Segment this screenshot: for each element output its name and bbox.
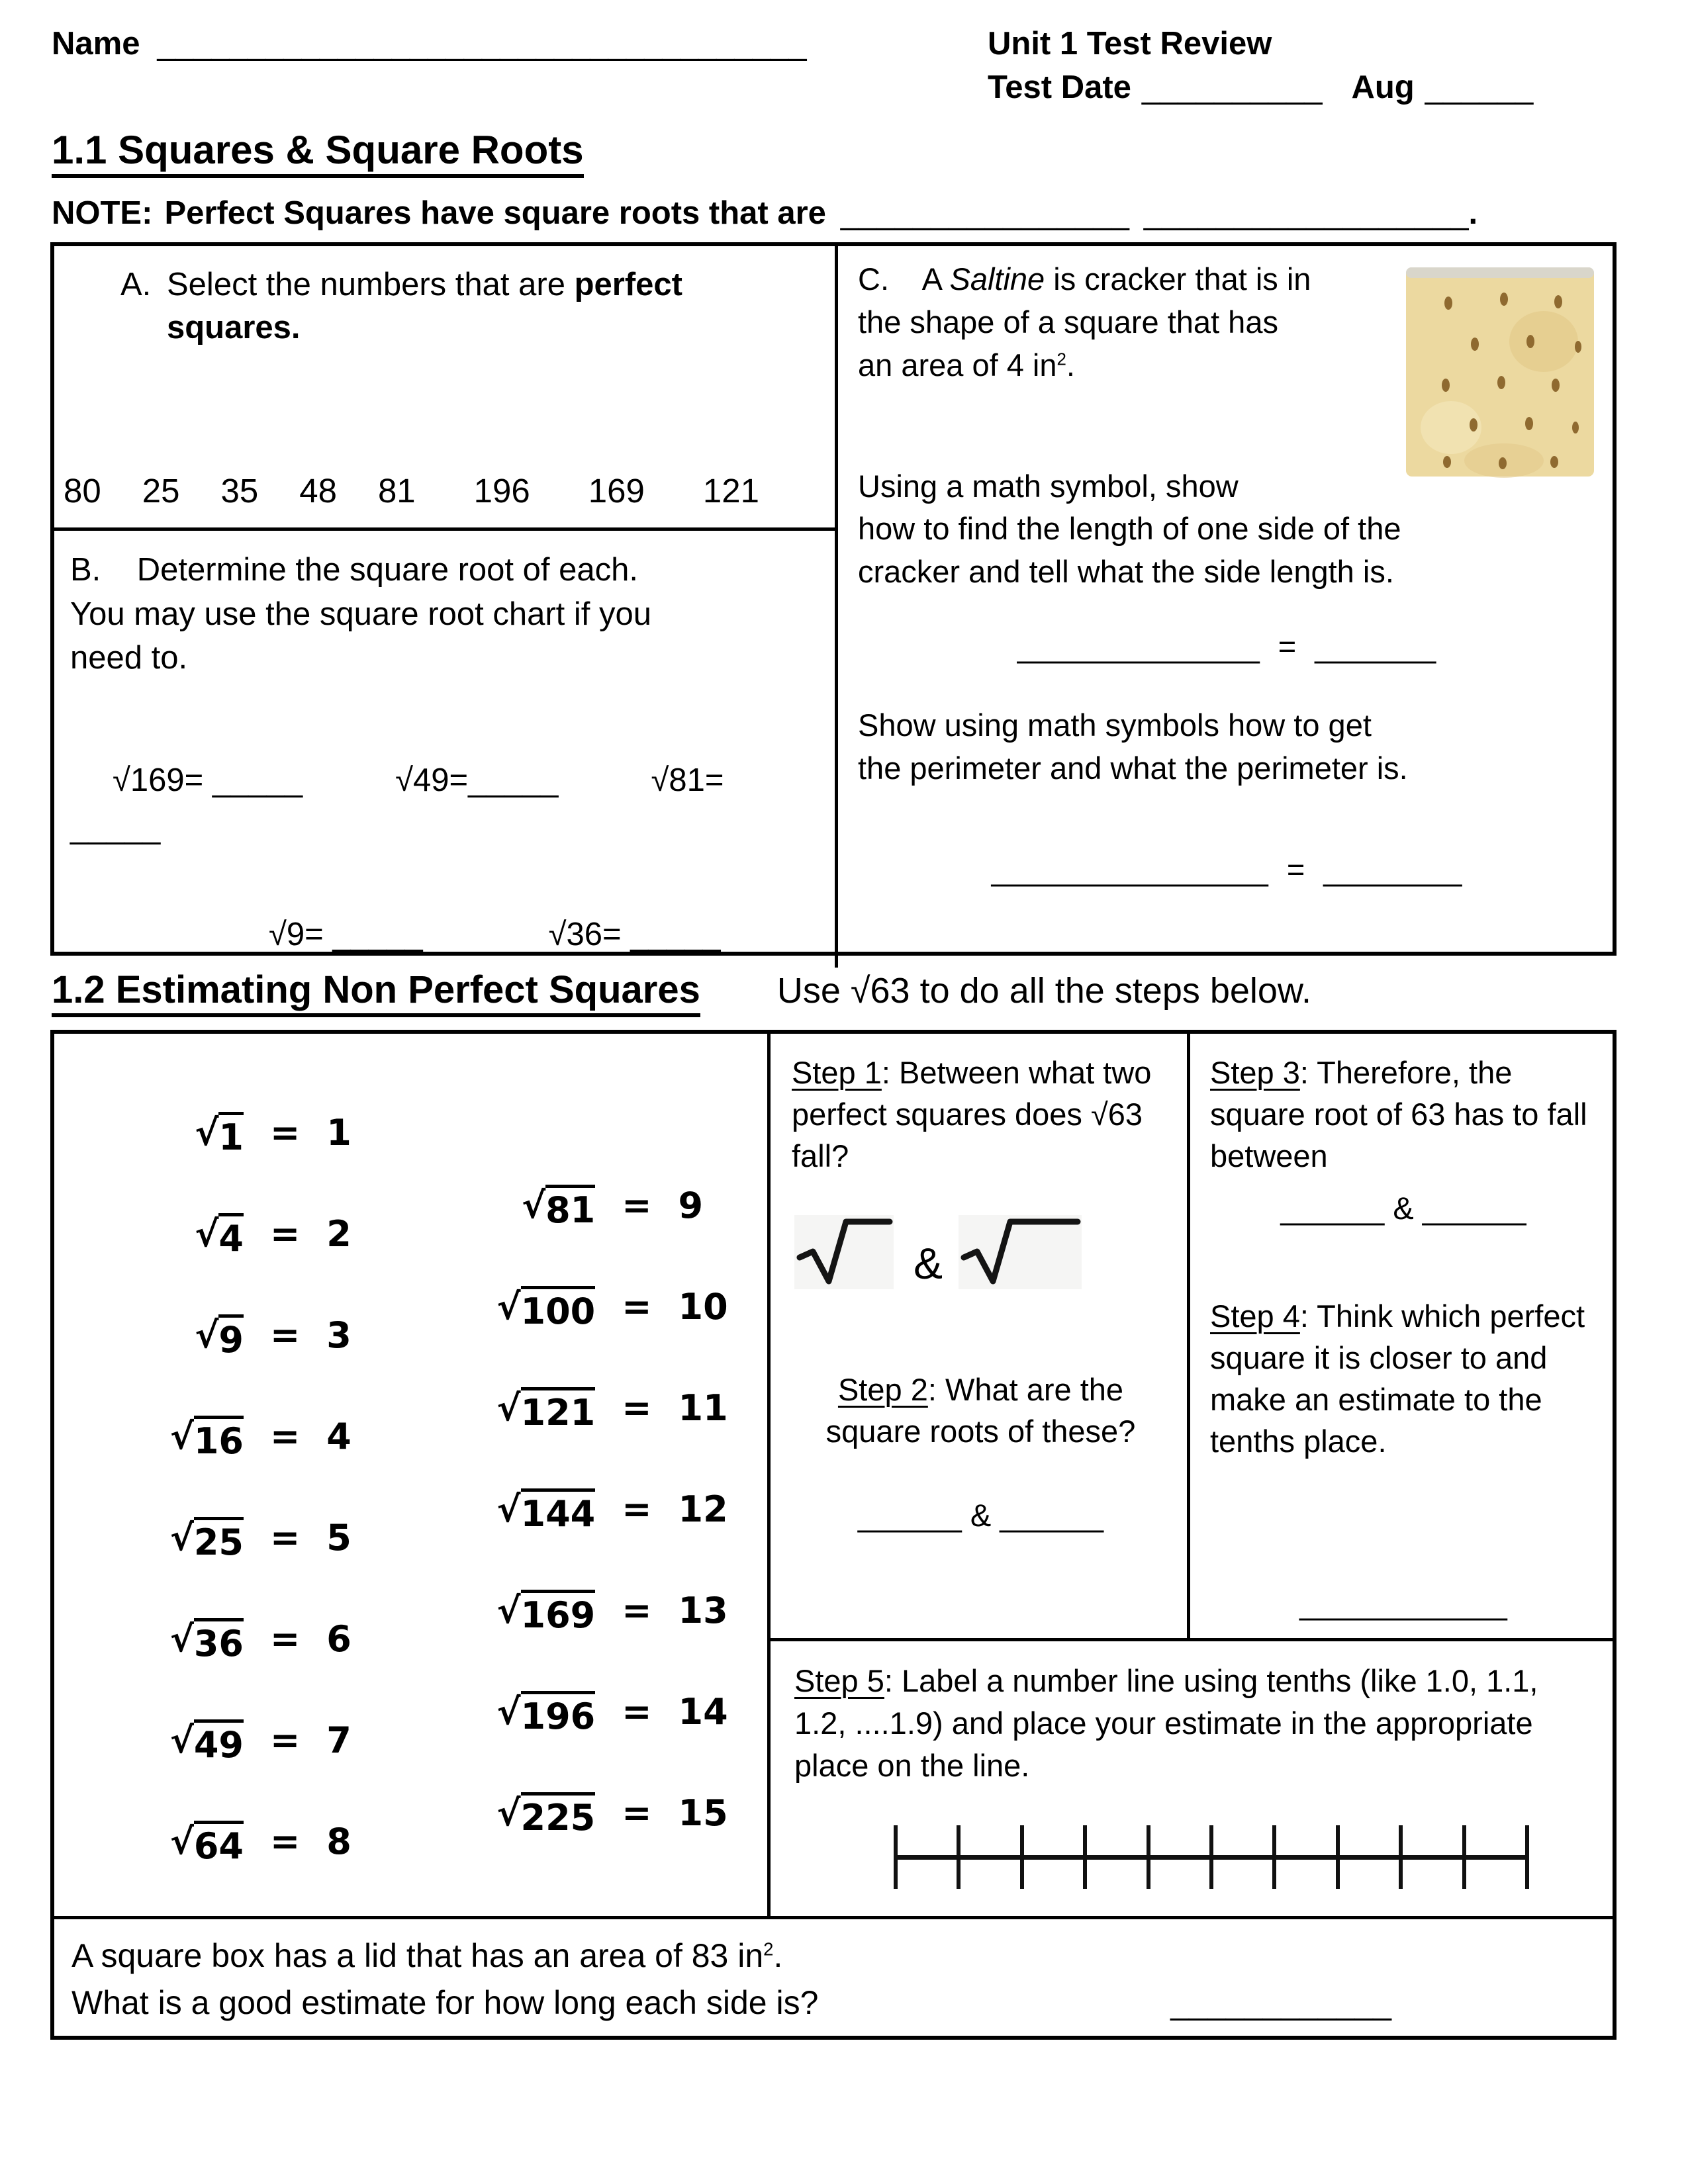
section-1-1-title: 1.1 Squares & Square Roots (52, 127, 584, 178)
sqrt-value: 14 (678, 1691, 728, 1733)
sqrt-expression (428, 1691, 595, 1737)
step-5-paragraph (794, 1660, 1542, 1787)
sqrt-expression (428, 1286, 595, 1332)
ampersand: & (970, 1498, 992, 1533)
problem-c-sentence: A (921, 261, 950, 296)
problem-b-text: Determine the square root of each. You may use the square root chart if you need to. (70, 552, 651, 676)
equals-sign: = (270, 1821, 301, 1862)
radical-sign: √ (169, 1719, 194, 1761)
saltine-cracker-image (1405, 262, 1595, 478)
number-choice: 25 (142, 471, 180, 510)
answer-blank: ____________ (1170, 1984, 1391, 2021)
step-5-label: Step 5 (794, 1663, 884, 1698)
problem-c-sentence-rest: is cracker that is in the shape of a square that has an area of 4 in (858, 261, 1311, 383)
problem-b-cell (54, 531, 838, 968)
sqrt-value: 12 (678, 1488, 728, 1530)
sqrt-problem (395, 758, 558, 803)
chart-row (428, 1590, 737, 1636)
bottom-question-text2: What is a good estimate for how long each side is? (71, 1984, 819, 2021)
radicand: 36 (194, 1618, 244, 1664)
chart-row (118, 1719, 386, 1766)
note-label: NOTE: (52, 195, 153, 231)
problem-c-text (858, 258, 1321, 387)
answer-blank: ______ (1280, 1190, 1385, 1226)
answer-blank: ______________ (1017, 629, 1260, 664)
sqrt-expression (428, 1792, 595, 1839)
chart-column-1 (118, 1112, 386, 1916)
problem-a-text-bold: perfect squares. (167, 267, 682, 345)
radicand: 16 (194, 1416, 244, 1462)
chart-row (428, 1488, 737, 1535)
chart-row (118, 1618, 386, 1664)
step-4-text: : Think which perfect square it is closer to and make an estimate to the tenths place. (1210, 1298, 1585, 1459)
radical-sign: √ (169, 1416, 194, 1457)
radicand: 196 (521, 1691, 596, 1737)
squared-superscript: 2 (1056, 350, 1066, 369)
radicand: 4 (218, 1213, 244, 1259)
number-line-tick (1209, 1825, 1213, 1889)
radical-sign: √ (496, 1286, 521, 1328)
ampersand: & (1393, 1190, 1414, 1226)
equals-sign: = (270, 1213, 301, 1255)
radical-icon (794, 1215, 894, 1289)
step-2-label: Step 2 (837, 1372, 928, 1408)
name-label: Name (52, 26, 140, 62)
bottom-question-line2 (71, 1979, 1590, 2026)
chart-row (118, 1213, 386, 1259)
radicand: 144 (521, 1488, 596, 1535)
aug-label: Aug (1351, 69, 1415, 105)
answer-blank: ______ (1000, 1498, 1104, 1533)
radical-sign: √ (195, 1112, 219, 1154)
radicand: 121 (521, 1387, 596, 1433)
sqrt-value: 11 (678, 1387, 728, 1429)
sqrt-value: 8 (326, 1821, 352, 1862)
sqrt-expression (428, 1590, 595, 1636)
chart-row (428, 1387, 737, 1433)
step-5-text: : Label a number line using tenths (like 1.0, 1.1, 1.2, ....1.9) and place your estimate in the appropriate place on the line. (794, 1663, 1538, 1783)
chart-row (428, 1691, 737, 1737)
step-3-paragraph (1210, 1052, 1597, 1177)
square-root-chart (54, 1034, 771, 1919)
perimeter-answer-line (858, 848, 1595, 891)
step-2-text: : What are the square roots of these? (825, 1372, 1136, 1449)
answer-blank: _____ (468, 762, 559, 798)
sqrt-value: 13 (678, 1590, 728, 1631)
step-4-label: Step 4 (1210, 1298, 1300, 1334)
section-1-2-table (50, 1030, 1617, 2040)
radicand: 81 (545, 1185, 595, 1231)
problem-c-cell (838, 246, 1613, 968)
section-1-2-header (52, 968, 1311, 1017)
sqrt-value: 9 (678, 1185, 704, 1226)
note-text: Perfect Squares have square roots that are (164, 195, 826, 231)
sqrt-expression (118, 1618, 244, 1664)
number-line-tick (1147, 1825, 1150, 1889)
note-blank-1: ________________ (840, 195, 1129, 231)
radical-sign: √ (496, 1792, 521, 1834)
sqrt-expression: √49= (395, 762, 469, 798)
step-3-text: : Therefore, the square root of 63 has to fall between (1210, 1055, 1587, 1173)
problem-a-text (167, 263, 729, 349)
radical-sign: √ (496, 1488, 521, 1530)
problem-c-label: C. (858, 261, 889, 296)
sqrt-value: 4 (326, 1416, 352, 1457)
step-1-label: Step 1 (792, 1055, 882, 1090)
answer-blank: _____ (212, 762, 303, 798)
name-blank: ____________________________________ (157, 26, 807, 62)
step-3-answer-line (1210, 1188, 1597, 1230)
section-1-2-subtitle: Use √63 to do all the steps below. (776, 971, 1311, 1011)
step-5-cell (771, 1641, 1613, 1919)
side-length-answer-line (858, 625, 1595, 668)
radical-sign: √ (195, 1314, 219, 1356)
sqrt-value: 10 (678, 1286, 728, 1328)
problem-b-prompt (70, 548, 686, 680)
chart-row (118, 1112, 386, 1158)
number-line-tick (1020, 1825, 1024, 1889)
sqrt-problem (269, 913, 423, 957)
number-choice: 35 (220, 471, 259, 510)
test-date-label: Test Date (988, 69, 1131, 105)
equals-sign: = (622, 1387, 652, 1429)
answer-blank: ______ (857, 1498, 962, 1533)
note-period: . (1468, 195, 1478, 231)
test-date-row (988, 69, 1533, 106)
radicand: 64 (194, 1821, 244, 1867)
radicand: 9 (218, 1314, 244, 1361)
radicand: 169 (521, 1590, 596, 1636)
sqrt-expression (428, 1185, 595, 1231)
sqrt-expression: √81= (651, 762, 724, 798)
equals-sign: = (270, 1416, 301, 1457)
sqrt-expression (428, 1488, 595, 1535)
sqrt-problem (651, 758, 724, 803)
equals-sign: = (622, 1792, 652, 1834)
bottom-question-text: A square box has a lid that has an area of 83 in (71, 1937, 764, 1974)
answer-blank: _____ (332, 917, 423, 953)
problem-a-prompt (120, 263, 821, 349)
sqrt-problems-row-2 (269, 913, 821, 957)
number-line-tick (1525, 1825, 1529, 1889)
sqrt-problems-row-1 (113, 758, 821, 803)
sqrt-expression (118, 1719, 244, 1766)
number-line-tick (1399, 1825, 1403, 1889)
number-line-tick (1462, 1825, 1466, 1889)
radical-icon (959, 1215, 1082, 1289)
sqrt-value: 6 (326, 1618, 352, 1660)
problem-a-label: A. (120, 267, 152, 302)
sqrt-value: 2 (326, 1213, 352, 1255)
radical-sign: √ (169, 1618, 194, 1660)
answer-blank: ________________ (991, 851, 1268, 887)
step-2-answer-line (792, 1495, 1170, 1537)
problem-a-text-normal: Select the numbers that are (167, 267, 575, 302)
sqrt-value: 3 (326, 1314, 352, 1356)
equals-sign: = (622, 1286, 652, 1328)
problem-c-prompt1-rest: how to find the length of one side of the cracker and tell what the side length is. (858, 511, 1401, 590)
sqrt-expression (118, 1416, 244, 1462)
number-line-tick (1336, 1825, 1340, 1889)
sqrt-expression (118, 1821, 244, 1867)
section-1-2-title: 1.2 Estimating Non Perfect Squares (52, 968, 700, 1017)
answer-blank: _____ (630, 917, 721, 953)
answer-blank: _____ (70, 809, 161, 845)
radicand: 1 (218, 1112, 244, 1158)
sqrt-value: 7 (326, 1719, 352, 1761)
number-choice: 81 (377, 471, 416, 510)
equals-sign: = (270, 1719, 301, 1761)
note-blank-2: __________________ (1143, 195, 1469, 231)
number-line-tick (957, 1825, 961, 1889)
sqrt-expression: √9= (269, 917, 324, 953)
saltine-word: Saltine (949, 261, 1045, 296)
sqrt-problem (113, 758, 303, 803)
problem-c-prompt2: Show using math symbols how to get the perimeter and what the perimeter is. (858, 707, 1408, 786)
ampersand: & (914, 1238, 943, 1288)
radicand: 25 (194, 1517, 244, 1563)
chart-row (428, 1185, 737, 1231)
radical-sign: √ (169, 1517, 194, 1559)
radical-sign: √ (169, 1821, 194, 1862)
test-date-blank: __________ (1141, 69, 1323, 105)
equals-sign: = (270, 1112, 301, 1154)
number-line-tick (894, 1825, 898, 1889)
radical-sign: √ (496, 1387, 521, 1429)
answer-blank: ________ (1323, 851, 1462, 887)
step-4-answer-blank: ____________ (1299, 1586, 1507, 1621)
problem-c-prompt1-line1: Using a math symbol, show (858, 468, 1239, 504)
sqrt-expression (118, 1314, 244, 1361)
steps-3-4-cell (1190, 1034, 1613, 1641)
sqrt-value: 5 (326, 1517, 352, 1559)
sqrt-value: 1 (326, 1112, 352, 1154)
step-2-paragraph (792, 1369, 1170, 1453)
problem-a-cell (54, 246, 838, 531)
radicand: 100 (521, 1286, 596, 1332)
sqrt-value: 15 (678, 1792, 728, 1834)
sqrt-expression (118, 1112, 244, 1158)
unit-title: Unit 1 Test Review (988, 26, 1272, 62)
squared-superscript: 2 (763, 1938, 774, 1960)
number-line-ticks (894, 1825, 1529, 1889)
number-choices-row (64, 469, 821, 513)
step-1-paragraph (792, 1052, 1170, 1177)
number-choice: 121 (702, 471, 759, 510)
bottom-question-line1 (71, 1933, 1590, 1979)
chart-row (118, 1517, 386, 1563)
sqrt-expression (428, 1387, 595, 1433)
sqrt-expression: √36= (548, 917, 622, 953)
sqrt-problem (549, 913, 721, 957)
equals-sign: = (622, 1185, 652, 1226)
chart-row (118, 1821, 386, 1867)
equals-sign: = (622, 1488, 652, 1530)
empty-radicals-row (794, 1212, 1170, 1293)
chart-row (428, 1792, 737, 1839)
steps-1-2-cell (771, 1034, 1190, 1641)
chart-row (428, 1286, 737, 1332)
number-line (894, 1825, 1529, 1889)
number-choice: 48 (299, 471, 337, 510)
aug-blank: ______ (1425, 69, 1534, 105)
sqrt-expression (118, 1213, 244, 1259)
problem-b-label: B. (70, 552, 101, 588)
chart-column-2 (428, 1185, 737, 1916)
radical-sign: √ (496, 1691, 521, 1733)
sqrt-expression: √169= (113, 762, 204, 798)
problem-c-sentence-period: . (1066, 347, 1075, 383)
step-4-paragraph (1210, 1296, 1597, 1463)
section-1-1-table (50, 242, 1617, 956)
equals-sign: = (1278, 629, 1297, 664)
number-choice: 80 (64, 471, 101, 510)
number-line-tick (1272, 1825, 1276, 1889)
number-choice: 169 (588, 471, 645, 510)
radicand: 49 (194, 1719, 244, 1766)
bottom-question-period: . (773, 1937, 783, 1974)
answer-blank: ______ (1422, 1190, 1526, 1226)
name-row (52, 25, 807, 62)
radicand: 225 (521, 1792, 596, 1839)
equals-sign: = (270, 1618, 301, 1660)
equals-sign: = (270, 1517, 301, 1559)
sqrt-expression (118, 1517, 244, 1563)
step-3-label: Step 3 (1210, 1055, 1300, 1090)
chart-row (118, 1314, 386, 1361)
equals-sign: = (622, 1691, 652, 1733)
number-choice: 196 (473, 471, 530, 510)
radical-sign: √ (195, 1213, 219, 1255)
radical-sign: √ (496, 1590, 521, 1631)
chart-row (118, 1416, 386, 1462)
equals-sign: = (270, 1314, 301, 1356)
radical-sign: √ (522, 1185, 546, 1226)
equals-sign: = (1286, 851, 1305, 887)
bottom-question-cell (54, 1919, 1613, 2036)
number-line-tick (1083, 1825, 1087, 1889)
note-line (52, 195, 1477, 232)
answer-blank: _______ (1315, 629, 1436, 664)
step-1-text: : Between what two perfect squares does √63 fall? (792, 1055, 1152, 1173)
equals-sign: = (622, 1590, 652, 1631)
